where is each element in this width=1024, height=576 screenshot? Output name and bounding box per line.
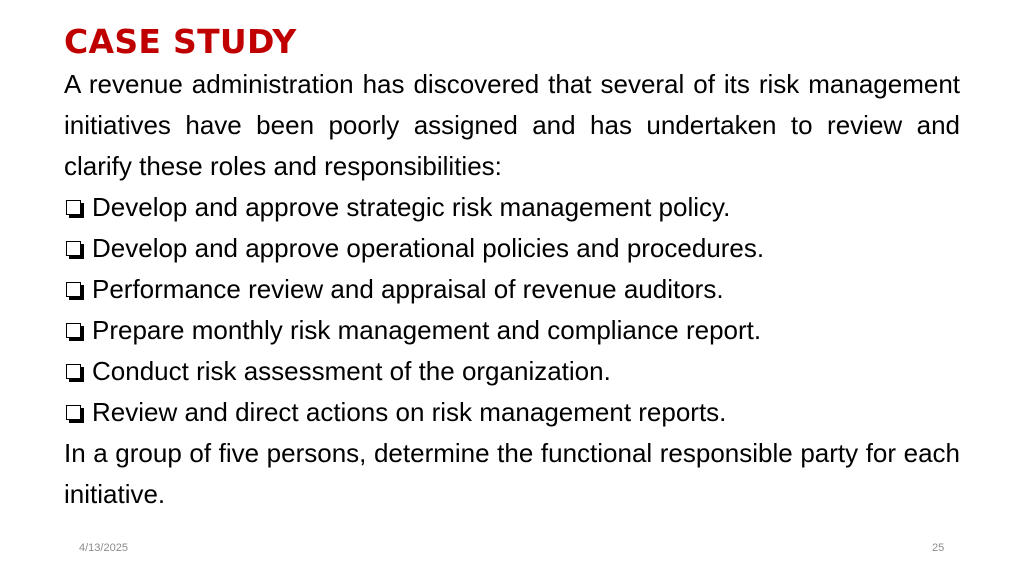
task-item (64, 187, 960, 228)
intro-paragraph: A revenue administration has discovered that several of its risk management initiatives have been poorly assigned and has undertaken to review and clarify these roles and responsibilities: (64, 69, 960, 181)
task-list (64, 187, 960, 433)
slide-content (64, 64, 960, 515)
task-text: Conduct risk assessment of the organization. (92, 356, 611, 386)
task-item (64, 269, 960, 310)
checkbox-square-icon (66, 241, 81, 256)
task-text: Review and direct actions on risk management reports. (92, 397, 727, 427)
task-item (64, 228, 960, 269)
checkbox-square-icon (66, 282, 81, 297)
slide-title: CASE STUDY (64, 22, 297, 61)
footer-date: 4/13/2025 (79, 542, 128, 554)
task-item (64, 351, 960, 392)
task-item (64, 392, 960, 433)
task-item (64, 310, 960, 351)
task-text: Performance review and appraisal of revenue auditors. (92, 274, 724, 304)
task-text: Develop and approve operational policies and procedures. (92, 233, 765, 263)
task-text: Develop and approve strategic risk management policy. (92, 192, 731, 222)
checkbox-square-icon (66, 364, 81, 379)
checkbox-square-icon (66, 200, 81, 215)
instruction-paragraph: In a group of five persons, determine the functional responsible party for each initiative. (64, 438, 960, 509)
checkbox-square-icon (66, 323, 81, 338)
page-number: 25 (932, 542, 945, 554)
checkbox-square-icon (66, 405, 81, 420)
task-text: Prepare monthly risk management and compliance report. (92, 315, 762, 345)
